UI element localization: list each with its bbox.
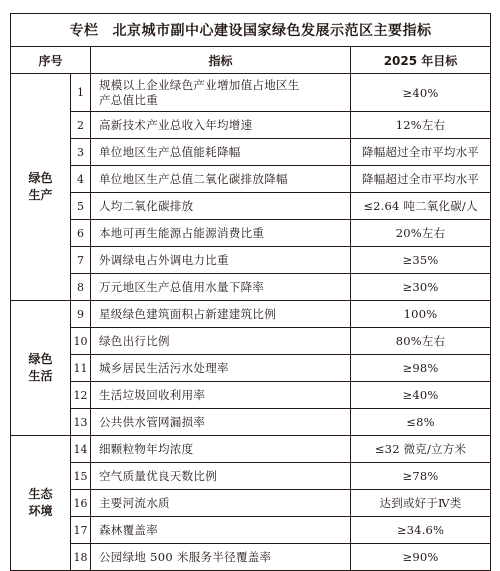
row-number: 6 [71, 220, 91, 247]
category-line: 生活 [28, 369, 53, 383]
row-number: 5 [71, 193, 91, 220]
row-number: 3 [71, 139, 91, 166]
indicator-table [10, 13, 491, 571]
category-cell [11, 436, 71, 571]
title-prefix: 专栏 [69, 23, 99, 39]
header-seq: 序号 [11, 47, 91, 74]
indicator-line: 产总值比重 [99, 92, 158, 107]
indicator-cell: 绿色出行比例 [91, 328, 351, 355]
target-cell: 降幅超过全市平均水平 [351, 166, 491, 193]
indicator-cell: 公共供水管网漏损率 [91, 409, 351, 436]
indicator-line: 规模以上企业绿色产业增加值占地区生 [99, 77, 300, 92]
row-number: 17 [71, 517, 91, 544]
table-row [11, 220, 491, 247]
target-cell: ≥78% [351, 463, 491, 490]
row-number: 14 [71, 436, 91, 463]
row-number: 12 [71, 382, 91, 409]
target-cell: ≤2.64 吨二氧化碳/人 [351, 193, 491, 220]
indicator-cell: 单位地区生产总值能耗降幅 [91, 139, 351, 166]
table-row [11, 247, 491, 274]
table-row [11, 436, 491, 463]
row-number: 18 [71, 544, 91, 571]
row-number: 2 [71, 112, 91, 139]
row-number: 13 [71, 409, 91, 436]
table-row [11, 382, 491, 409]
indicator-cell: 城乡居民生活污水处理率 [91, 355, 351, 382]
indicator-cell: 主要河流水质 [91, 490, 351, 517]
indicator-cell: 星级绿色建筑面积占新建建筑比例 [91, 301, 351, 328]
category-line: 绿色 [28, 171, 53, 185]
header-target: 2025 年目标 [351, 47, 491, 74]
row-number: 4 [71, 166, 91, 193]
indicator-cell: 生活垃圾回收利用率 [91, 382, 351, 409]
target-cell: ≥30% [351, 274, 491, 301]
indicator-cell [91, 74, 351, 112]
target-cell: ≥35% [351, 247, 491, 274]
row-number: 11 [71, 355, 91, 382]
table-row [11, 193, 491, 220]
indicator-cell: 公园绿地 500 米服务半径覆盖率 [91, 544, 351, 571]
target-cell: 12%左右 [351, 112, 491, 139]
category-line: 生态 [28, 487, 53, 501]
target-cell: 达到或好于Ⅳ类 [351, 490, 491, 517]
table-row [11, 74, 491, 112]
table-row [11, 463, 491, 490]
indicator-cell: 空气质量优良天数比例 [91, 463, 351, 490]
indicator-cell: 细颗粒物年均浓度 [91, 436, 351, 463]
indicator-table-container [10, 13, 490, 564]
target-cell: 80%左右 [351, 328, 491, 355]
target-cell: ≤8% [351, 409, 491, 436]
row-number: 1 [71, 74, 91, 112]
title-row [11, 14, 491, 47]
row-number: 8 [71, 274, 91, 301]
table-row [11, 166, 491, 193]
target-cell: ≥40% [351, 382, 491, 409]
category-line: 生产 [28, 188, 53, 202]
indicator-cell: 万元地区生产总值用水量下降率 [91, 274, 351, 301]
target-cell: 降幅超过全市平均水平 [351, 139, 491, 166]
category-line: 环境 [28, 504, 53, 518]
table-row [11, 112, 491, 139]
row-number: 10 [71, 328, 91, 355]
category-line: 绿色 [28, 352, 53, 366]
title-text: 北京城市副中心建设国家绿色发展示范区主要指标 [112, 23, 432, 39]
table-title [11, 14, 491, 47]
row-number: 15 [71, 463, 91, 490]
row-number: 7 [71, 247, 91, 274]
target-cell: ≤32 微克/立方米 [351, 436, 491, 463]
target-cell: ≥90% [351, 544, 491, 571]
header-row [11, 47, 491, 74]
indicator-cell: 外调绿电占外调电力比重 [91, 247, 351, 274]
table-row [11, 355, 491, 382]
table-row [11, 139, 491, 166]
indicator-cell: 单位地区生产总值二氧化碳排放降幅 [91, 166, 351, 193]
target-cell: ≥98% [351, 355, 491, 382]
header-indicator: 指标 [91, 47, 351, 74]
table-row [11, 517, 491, 544]
table-row [11, 328, 491, 355]
category-cell [11, 301, 71, 436]
row-number: 9 [71, 301, 91, 328]
table-row [11, 301, 491, 328]
table-row [11, 544, 491, 571]
indicator-cell: 人均二氧化碳排放 [91, 193, 351, 220]
indicator-cell: 本地可再生能源占能源消费比重 [91, 220, 351, 247]
table-row [11, 409, 491, 436]
target-cell: 20%左右 [351, 220, 491, 247]
indicator-cell: 高新技术产业总收入年均增速 [91, 112, 351, 139]
target-cell: ≥40% [351, 74, 491, 112]
target-cell: ≥34.6% [351, 517, 491, 544]
table-row [11, 274, 491, 301]
category-cell [11, 74, 71, 301]
table-row [11, 490, 491, 517]
row-number: 16 [71, 490, 91, 517]
target-cell: 100% [351, 301, 491, 328]
indicator-cell: 森林覆盖率 [91, 517, 351, 544]
